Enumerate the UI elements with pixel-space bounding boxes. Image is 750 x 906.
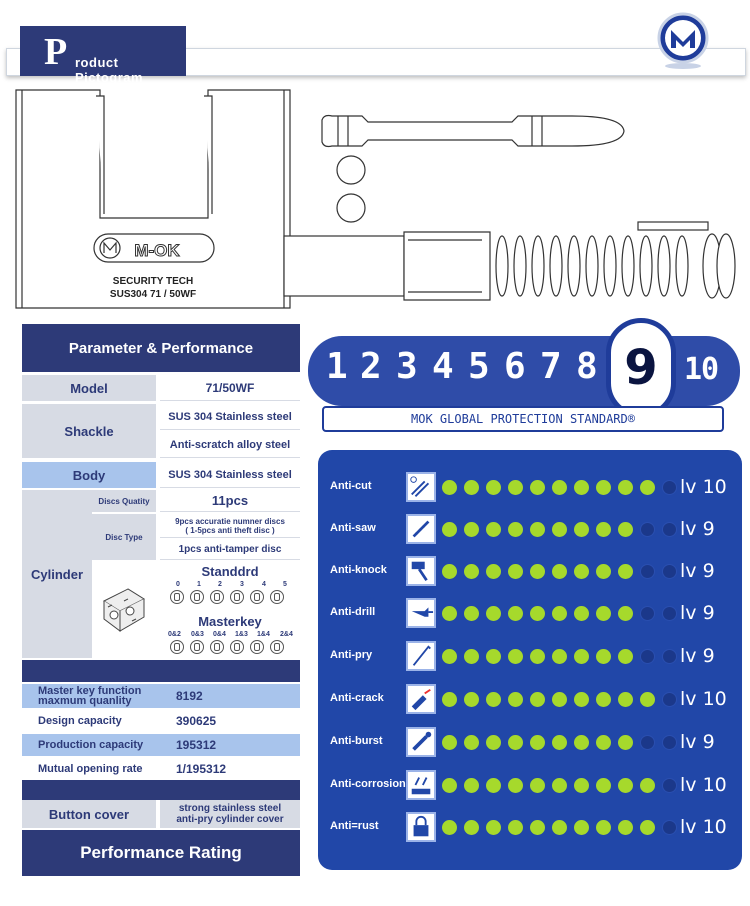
rating-dot-empty — [662, 480, 677, 495]
rating-dot-filled — [442, 522, 457, 537]
cylinder-icon — [98, 581, 150, 639]
page-title-text: roduct Pictogram — [75, 55, 144, 85]
body-value: SUS 304 Stainless steel — [160, 462, 300, 488]
disc-icon — [190, 640, 204, 654]
rating-level: lv 9 — [680, 560, 715, 582]
cylinder-label: Cylinder — [22, 490, 92, 658]
rating-dot-filled — [464, 778, 479, 793]
disc-stack-drawing — [496, 234, 735, 298]
rating-label: Anti-crack — [330, 692, 384, 704]
rating-dot-filled — [508, 522, 523, 537]
rating-dot-filled — [442, 778, 457, 793]
masterkey-num-0: 0&2 — [168, 631, 181, 638]
rating-dot-filled — [530, 649, 545, 664]
rating-label: Anti-knock — [330, 564, 387, 576]
rating-label: Anti-corrosion — [330, 778, 406, 790]
button-cover-value — [160, 800, 300, 828]
model-value: 71/50WF — [160, 375, 300, 401]
rating-dot-filled — [530, 606, 545, 621]
page-title — [20, 26, 186, 85]
rating-dot-filled — [618, 735, 633, 750]
model-label: Model — [22, 375, 156, 401]
rating-dot-filled — [574, 522, 589, 537]
disc-icon — [250, 590, 264, 604]
button-cover-value-2: anti-pry cylinder cover — [176, 814, 284, 825]
rating-dot-filled — [574, 606, 589, 621]
rating-dot-filled — [508, 778, 523, 793]
masterkey-num-5: 2&4 — [280, 631, 293, 638]
rating-dot-filled — [596, 522, 611, 537]
rating-dot-filled — [596, 735, 611, 750]
rating-level: lv 9 — [680, 645, 715, 667]
level-7: 7 — [540, 346, 561, 387]
product-pictogram — [12, 86, 742, 312]
rating-dot-filled — [618, 522, 633, 537]
rating-dot-filled — [464, 480, 479, 495]
rating-dot-filled — [530, 480, 545, 495]
rating-dot-empty — [662, 820, 677, 835]
rating-dot-filled — [442, 735, 457, 750]
rating-dot-filled — [464, 692, 479, 707]
discs-quality-value: 11pcs — [160, 490, 300, 512]
shackle-value-2: Anti-scratch alloy steel — [160, 432, 300, 458]
button-cover-value-1: strong stainless steel — [178, 803, 282, 814]
rating-dot-filled — [596, 564, 611, 579]
crowbar-icon — [406, 641, 436, 671]
rating-dot-filled — [442, 649, 457, 664]
rating-dot-filled — [596, 649, 611, 664]
rating-dot-empty — [662, 606, 677, 621]
disc-icon — [210, 590, 224, 604]
masterkey-num-3: 1&3 — [235, 631, 248, 638]
rating-dot-filled — [486, 649, 501, 664]
disc-icon — [170, 590, 184, 604]
rating-dot-filled — [640, 480, 655, 495]
rating-dot-filled — [530, 778, 545, 793]
disc-icon — [270, 590, 284, 604]
rating-dot-filled — [486, 692, 501, 707]
rating-dot-filled — [552, 606, 567, 621]
discs-small-drawing — [337, 156, 365, 222]
rating-dot-filled — [618, 778, 633, 793]
rating-dot-empty — [640, 735, 655, 750]
drill-icon — [406, 598, 436, 628]
rating-dot-filled — [530, 564, 545, 579]
disc-type-value-1b: ( 1-5pcs anti theft disc ) — [185, 525, 275, 535]
level-10: 10 — [684, 352, 719, 387]
rating-dots — [442, 606, 677, 621]
rating-dot-filled — [618, 606, 633, 621]
rating-dot-filled — [552, 480, 567, 495]
rating-level: lv 9 — [680, 602, 715, 624]
rating-label: Anti=rust — [330, 820, 379, 832]
rating-dot-filled — [464, 522, 479, 537]
performance-rating-footer: Performance Rating — [22, 830, 300, 876]
rating-dot-empty — [640, 522, 655, 537]
saw-icon — [406, 514, 436, 544]
rating-dot-filled — [574, 480, 589, 495]
standard-num-0: 0 — [176, 581, 180, 588]
rating-dot-filled — [486, 480, 501, 495]
level-2: 2 — [360, 346, 381, 387]
rating-dot-filled — [596, 606, 611, 621]
masterkey-num-2: 0&4 — [213, 631, 226, 638]
rating-dot-filled — [530, 820, 545, 835]
mutual-opening-rate-value: 1/195312 — [156, 758, 300, 780]
rating-dot-filled — [640, 692, 655, 707]
rating-dots — [442, 692, 677, 707]
params-heading: Parameter & Performance — [22, 324, 300, 372]
rating-dot-empty — [662, 735, 677, 750]
rating-dots — [442, 564, 677, 579]
design-capacity-label: Design capacity — [22, 710, 156, 732]
rating-dot-filled — [464, 564, 479, 579]
rating-dots — [442, 649, 677, 664]
rating-dot-filled — [442, 480, 457, 495]
rating-dot-filled — [618, 820, 633, 835]
ratings-panel — [318, 450, 742, 870]
rating-dot-filled — [508, 564, 523, 579]
body-label: Body — [22, 462, 156, 488]
rating-dot-filled — [574, 778, 589, 793]
rating-dot-filled — [486, 522, 501, 537]
rating-dot-filled — [596, 480, 611, 495]
torch-icon — [406, 684, 436, 714]
disc-type-value-2: 1pcs anti-tamper disc — [160, 540, 300, 560]
rating-dot-filled — [442, 564, 457, 579]
current-level-badge: 9 — [606, 318, 676, 418]
rating-dot-filled — [574, 564, 589, 579]
rating-label: Anti-burst — [330, 735, 383, 747]
shackle-bar-drawing — [322, 116, 624, 147]
rating-dot-filled — [618, 692, 633, 707]
standard-caption: MOK GLOBAL PROTECTION STANDARD® — [322, 406, 724, 432]
rating-dot-filled — [552, 564, 567, 579]
rating-dot-filled — [508, 820, 523, 835]
disc-icon — [170, 640, 184, 654]
rating-level: lv 10 — [680, 688, 727, 710]
rating-dot-filled — [574, 735, 589, 750]
rating-dots — [442, 820, 677, 835]
rust-icon — [406, 812, 436, 842]
rating-level: lv 9 — [680, 731, 715, 753]
padlock-line2: SUS304 71 / 50WF — [109, 289, 197, 300]
masterkey-num-1: 0&3 — [191, 631, 204, 638]
padlock-brand-text: M-OK — [134, 241, 180, 260]
button-cover-label: Button cover — [22, 800, 156, 828]
rating-dot-filled — [530, 522, 545, 537]
rating-dot-filled — [486, 820, 501, 835]
rating-dot-filled — [618, 649, 633, 664]
rating-dot-empty — [662, 564, 677, 579]
rating-dot-empty — [662, 522, 677, 537]
rating-dot-filled — [508, 649, 523, 664]
rating-dot-empty — [662, 778, 677, 793]
rating-dot-filled — [486, 606, 501, 621]
rating-dot-filled — [552, 778, 567, 793]
masterkey-num-4: 1&4 — [257, 631, 270, 638]
rating-dots — [442, 522, 677, 537]
master-key-function-label — [22, 684, 156, 708]
disc-type-value-1a: 9pcs accuratie numner discs — [175, 516, 285, 526]
disc-icon — [270, 640, 284, 654]
rating-label: Anti-cut — [330, 480, 372, 492]
mutual-opening-rate-label: Mutual opening rate — [22, 758, 156, 780]
production-capacity-value: 195312 — [156, 734, 300, 756]
rating-dot-filled — [640, 778, 655, 793]
rating-dot-filled — [464, 606, 479, 621]
masterkey-discs — [170, 640, 284, 654]
rating-label: Anti-drill — [330, 606, 376, 618]
master-key-function-label-1: Master key function — [38, 685, 142, 697]
rating-dot-empty — [640, 606, 655, 621]
level-6: 6 — [504, 346, 525, 387]
rating-dot-filled — [574, 692, 589, 707]
level-4: 4 — [432, 346, 453, 387]
master-key-function-label-2: maxmum quanlity — [38, 695, 132, 707]
master-key-function-value: 8192 — [156, 684, 300, 708]
rating-dot-filled — [486, 735, 501, 750]
hammer-icon — [406, 556, 436, 586]
rating-dot-filled — [464, 820, 479, 835]
rating-dot-filled — [618, 564, 633, 579]
disc-icon — [230, 590, 244, 604]
disc-icon — [210, 640, 224, 654]
rating-dot-filled — [486, 778, 501, 793]
rating-dot-filled — [508, 480, 523, 495]
rating-dot-empty — [640, 649, 655, 664]
rating-dot-filled — [552, 692, 567, 707]
cutter-icon — [406, 472, 436, 502]
rating-dot-filled — [574, 820, 589, 835]
rating-dot-filled — [530, 692, 545, 707]
rating-dot-filled — [552, 649, 567, 664]
disc-type-value-1 — [160, 514, 300, 538]
standard-num-1: 1 — [197, 581, 201, 588]
rating-dot-filled — [508, 735, 523, 750]
rating-dot-filled — [552, 820, 567, 835]
cylinder-illustration — [92, 562, 156, 658]
rating-dot-filled — [530, 735, 545, 750]
burst-icon — [406, 727, 436, 757]
rating-dot-filled — [552, 735, 567, 750]
rating-dots — [442, 778, 677, 793]
rating-dot-filled — [442, 606, 457, 621]
standard-num-2: 2 — [218, 581, 222, 588]
rating-dots — [442, 480, 677, 495]
corrosion-icon — [406, 770, 436, 800]
disc-icon — [250, 640, 264, 654]
rating-dots — [442, 735, 677, 750]
level-3: 3 — [396, 346, 417, 387]
rating-dot-filled — [486, 564, 501, 579]
page-title-initial: P — [44, 31, 68, 73]
section-divider — [22, 660, 300, 682]
rating-dot-filled — [552, 522, 567, 537]
standard-num-5: 5 — [283, 581, 287, 588]
disc-icon — [230, 640, 244, 654]
rating-label: Anti-saw — [330, 522, 376, 534]
standard-discs — [170, 590, 284, 604]
rating-level: lv 10 — [680, 774, 727, 796]
design-capacity-value: 390625 — [156, 710, 300, 732]
shackle-label: Shackle — [22, 404, 156, 458]
rating-dot-filled — [464, 735, 479, 750]
standard-num-4: 4 — [262, 581, 266, 588]
level-1: 1 — [326, 346, 347, 387]
rating-dot-empty — [662, 692, 677, 707]
rating-dot-filled — [464, 649, 479, 664]
rating-dot-empty — [640, 564, 655, 579]
standard-label: Standdrd — [201, 564, 259, 579]
shackle-value-1: SUS 304 Stainless steel — [160, 404, 300, 430]
rating-dot-filled — [596, 778, 611, 793]
padlock-line1: SECURITY TECH — [112, 276, 194, 287]
rating-dot-filled — [574, 649, 589, 664]
rating-dot-filled — [618, 480, 633, 495]
rating-dot-filled — [508, 692, 523, 707]
discs-quality-label: Discs Quatity — [92, 490, 156, 512]
rating-dot-filled — [596, 820, 611, 835]
rating-level: lv 9 — [680, 518, 715, 540]
masterkey-label: Masterkey — [198, 614, 262, 629]
rating-dot-empty — [662, 649, 677, 664]
rating-dot-filled — [640, 820, 655, 835]
rating-dot-filled — [442, 820, 457, 835]
disc-type-label: Disc Type — [92, 514, 156, 560]
rating-level: lv 10 — [680, 816, 727, 838]
brand-logo-icon — [657, 12, 709, 72]
section-divider-2 — [22, 780, 300, 800]
standard-num-3: 3 — [240, 581, 244, 588]
rating-dot-filled — [508, 606, 523, 621]
disc-icon — [190, 590, 204, 604]
production-capacity-label: Production capacity — [22, 734, 156, 756]
level-5: 5 — [468, 346, 489, 387]
rating-label: Anti-pry — [330, 649, 373, 661]
rating-dot-filled — [596, 692, 611, 707]
rating-dot-filled — [442, 692, 457, 707]
rating-level: lv 10 — [680, 476, 727, 498]
level-8: 8 — [576, 346, 597, 387]
